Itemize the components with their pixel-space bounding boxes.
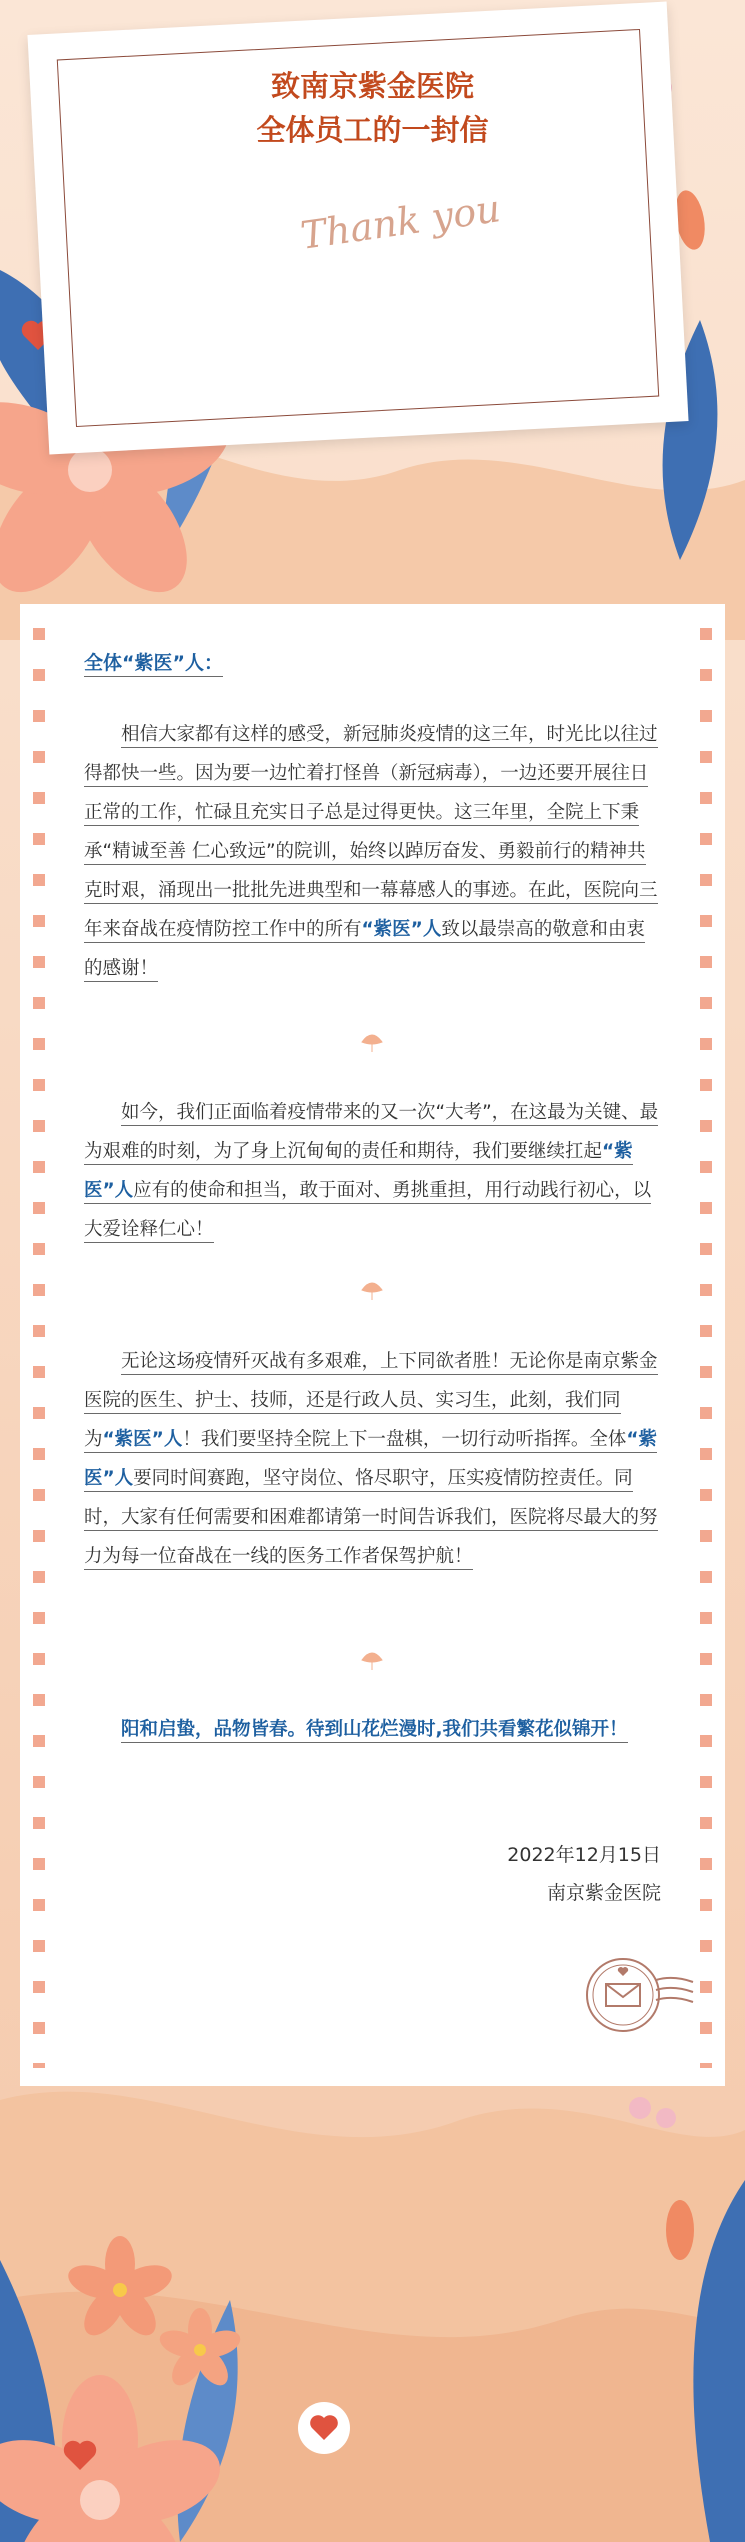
paragraph-3: 无论这场疫情歼灭战有多艰难，上下同欲者胜！无论你是南京紫金医院的医生、护士、技师，还是行政人员、实习生，此刻，我们同为“紫医”人！我们要坚持全院上下一盘棋，一切行动听指挥。全体“紫医”人要同时间赛跑，坚守岗位、恪尽职守，压实疫情防控责任。同时，大家有任何需要和困难都请第一时间告诉我们，医院将尽最大的努力为每一位奋战在一线的医务工作者保驾护航！	[84, 1342, 661, 1576]
postmark-stamp-icon	[578, 1950, 698, 2040]
page-title: 致南京紫金医院 全体员工的一封信	[256, 69, 489, 147]
ginkgo-leaf-icon	[360, 1650, 384, 1672]
letter-signature: 南京紫金医院	[546, 1882, 661, 1904]
paragraph-1: 相信大家都有这样的感受，新冠肺炎疫情的这三年，时光比以往过得都快一些。因为要一边忙着打怪兽（新冠病毒），一边还要开展往日正常的工作，忙碌且充实日子总是过得更快。这三年里，全院上下秉承“精诚至善 仁心致远”的院训，始终以踔厉奋发、勇毅前行的精神共克时艰，涌现出一批批先进典型和一幕幕感人的事迹。在此，医院向三年来奋战在疫情防控工作中的所有“紫医”人致以最崇高的敬意和由衷的感谢！	[84, 715, 661, 988]
ginkgo-leaf-icon	[360, 1280, 384, 1302]
closing-line: 阳和启蛰，品物皆春。待到山花烂漫时,我们共看繁花似锦开！	[84, 1710, 661, 1749]
ginkgo-leaf-icon	[360, 1032, 384, 1054]
perforation-right	[700, 628, 712, 2068]
paragraph-2: 如今，我们正面临着疫情带来的又一次“大考”，在这最为关键、最为艰难的时刻，为了身上沉甸甸的责任和期待，我们要继续扛起“紫医”人应有的使命和担当，敢于面对、勇挑重担，用行动践行初心，以大爱诠释仁心！	[84, 1093, 661, 1249]
perforation-left	[33, 628, 45, 2068]
letter-greeting: 全体“紫医”人：	[84, 648, 661, 675]
letter-date: 2022年12月15日	[507, 1844, 661, 1866]
thank-you-script: Thank you	[297, 186, 503, 258]
